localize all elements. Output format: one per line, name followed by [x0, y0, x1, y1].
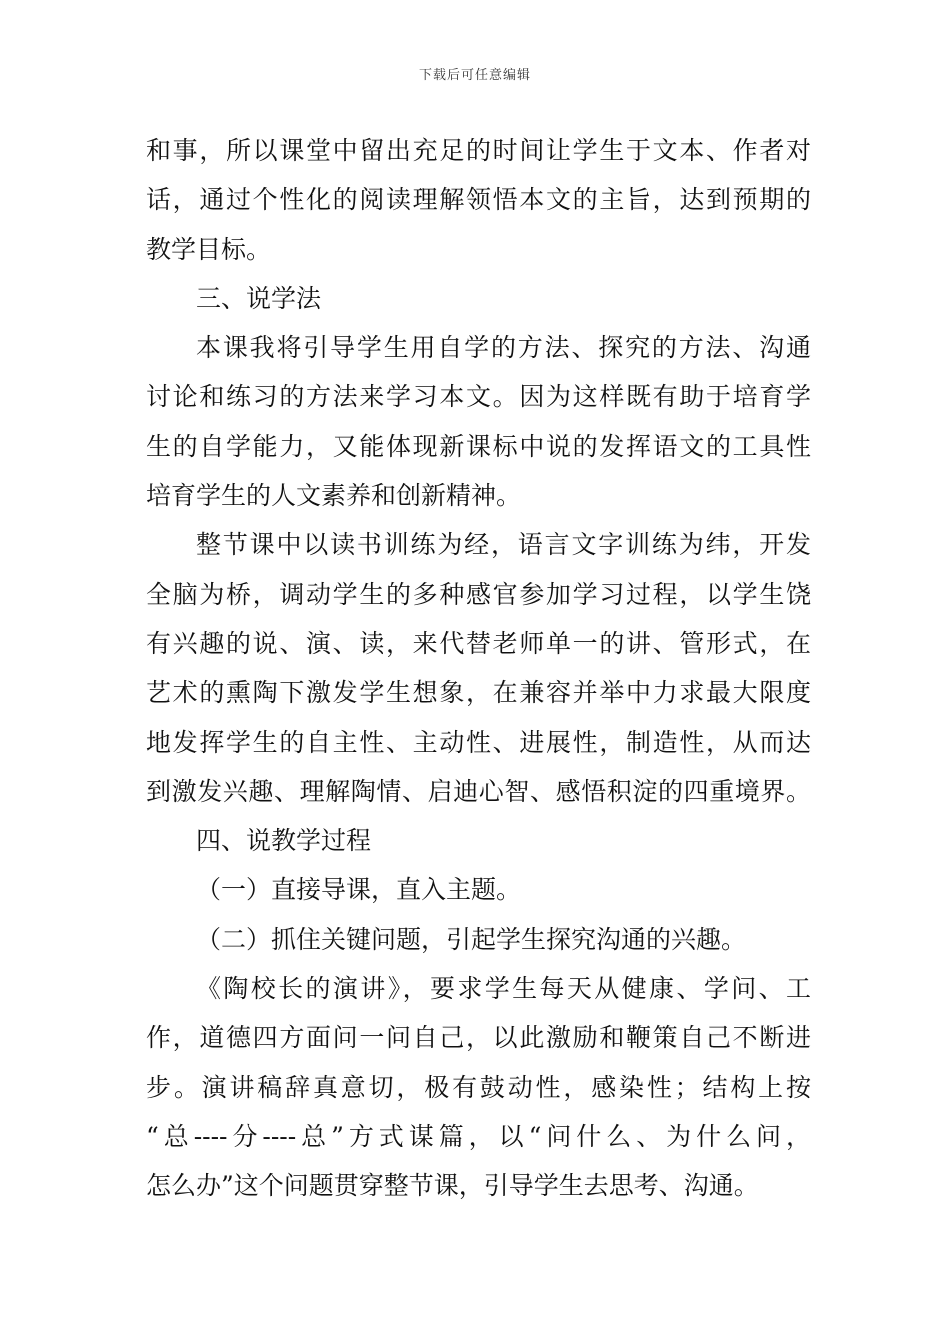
page-header-note: 下载后可任意编辑 [418, 68, 531, 83]
text-line: 有兴趣的说、演、读，来代替老师单一的讲、管形式，在 [146, 628, 811, 658]
text-line: “总----分----总”方式谋篇，以“问什么、为什么问， [146, 1121, 811, 1151]
subsection-heading: （一）直接导课，直入主题。 [196, 875, 522, 905]
text-line: 全脑为桥，调动学生的多种感官参加学习过程，以学生饶 [146, 579, 811, 609]
section-heading: 四、说教学过程 [196, 826, 372, 856]
text-line: 怎么办”这个问题贯穿整节课，引导学生去思考、沟通。 [146, 1171, 759, 1201]
text-line: 和事，所以课堂中留出充足的时间让学生于文本、作者对 [146, 136, 811, 165]
text-line: 本课我将引导学生用自学的方法、探究的方法、沟通 [196, 333, 811, 363]
section-heading: 三、说学法 [196, 283, 322, 313]
text-line: 到激发兴趣、理解陶情、启迪心智、感悟积淀的四重境界。 [146, 776, 811, 806]
text-line: 培育学生的人文素养和创新精神。 [146, 481, 522, 511]
text-line: 生的自学能力，又能体现新课标中说的发挥语文的工具性 [146, 431, 811, 461]
text-line: 话，通过个性化的阅读理解领悟本文的主旨，达到预期的 [146, 185, 811, 215]
document-body [146, 126, 811, 1211]
subsection-heading: （二）抓住关键问题，引起学生探究沟通的兴趣。 [196, 924, 747, 954]
text-line: 《陶校长的演讲》，要求学生每天从健康、学问、工 [196, 974, 811, 1004]
text-line: 讨论和练习的方法来学习本文。因为这样既有助于培育学 [146, 382, 811, 412]
text-line: 地发挥学生的自主性、主动性、进展性，制造性，从而达 [146, 727, 811, 757]
text-line: 步。演讲稿辞真意切，极有鼓动性，感染性；结构上按 [146, 1072, 811, 1102]
text-line: 整节课中以读书训练为经，语言文字训练为纬，开发 [196, 530, 811, 560]
text-line: 艺术的熏陶下激发学生想象，在兼容并举中力求最大限度 [146, 678, 811, 708]
text-line: 作，道德四方面问一问自己，以此激励和鞭策自己不断进 [146, 1023, 811, 1053]
text-line: 教学目标。 [146, 234, 272, 264]
